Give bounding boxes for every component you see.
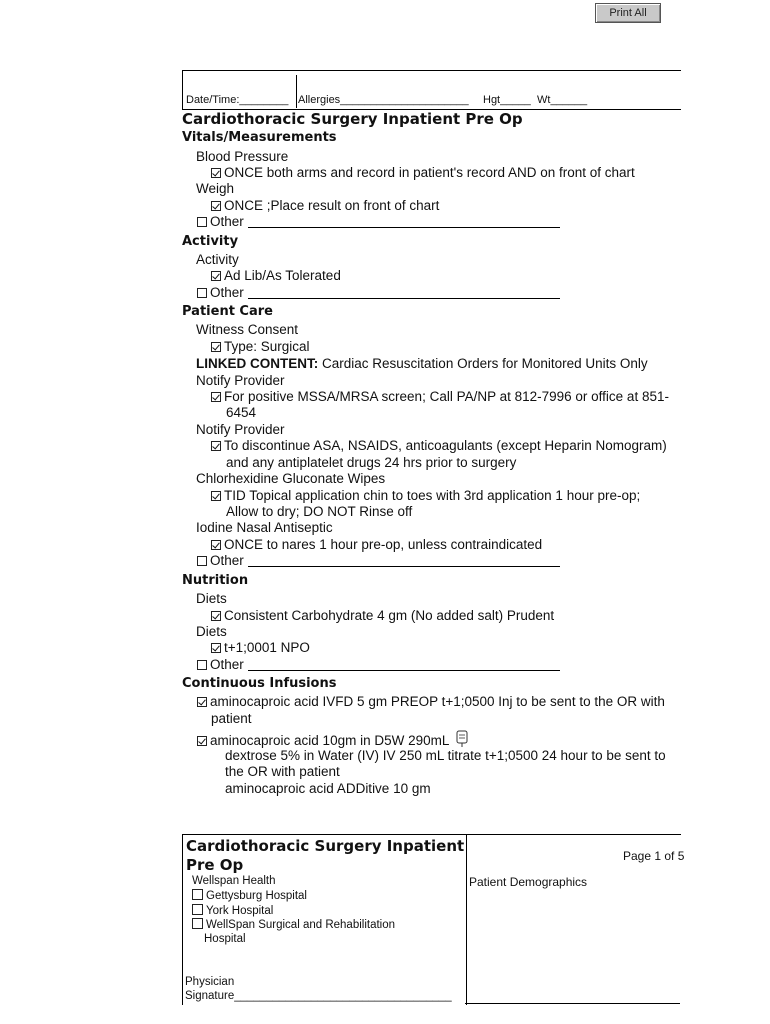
hospital-option: Gettysburg Hospital — [192, 889, 307, 902]
physician-label: Physician — [185, 976, 235, 988]
linked-content: LINKED CONTENT: Cardiac Resuscitation Orders for Monitored Units Only — [196, 356, 648, 371]
hospital-option: WellSpan Surgical and Rehabilitation — [192, 918, 395, 931]
section-heading-vitals: Vitals/Measurements — [182, 130, 337, 145]
footer-title: Cardiothoracic Surgery Inpatient Pre Op — [186, 837, 465, 874]
section-heading-continuous-infusions: Continuous Infusions — [182, 676, 337, 691]
order-item: ONCE both arms and record in patient's record AND on front of chart — [211, 165, 635, 181]
organization-name: Wellspan Health — [192, 875, 276, 887]
blank-line — [248, 215, 560, 228]
order-label: Diets — [196, 591, 227, 606]
order-item: t+1;0001 NPO — [211, 640, 310, 656]
order-item: To discontinue ASA, NSAIDS, anticoagulants (except Heparin Nomogram) — [211, 438, 667, 454]
checkbox-icon[interactable] — [197, 288, 207, 298]
order-item-continued: and any antiplatelet drugs 24 hrs prior to surgery — [226, 455, 517, 470]
footer-bottom-border — [465, 1003, 680, 1004]
page-number: Page 1 of 5 — [623, 849, 685, 863]
checkbox-checked-icon[interactable] — [211, 441, 221, 451]
iv-bag-icon — [455, 730, 469, 748]
checkbox-checked-icon[interactable] — [211, 491, 221, 501]
footer-box — [182, 834, 685, 1005]
order-label: Weigh — [196, 181, 235, 196]
order-item: Type: Surgical — [211, 339, 310, 355]
order-label: Iodine Nasal Antiseptic — [196, 520, 333, 535]
header-divider — [296, 75, 297, 108]
other-order: Other — [197, 214, 560, 230]
checkbox-icon[interactable] — [197, 660, 207, 670]
other-order: Other — [197, 657, 560, 673]
order-item: Consistent Carbohydrate 4 gm (No added salt) Prudent — [211, 608, 554, 624]
checkbox-checked-icon[interactable] — [211, 611, 221, 621]
checkbox-icon[interactable] — [192, 918, 203, 929]
order-item-continued: 6454 — [226, 405, 257, 420]
section-heading-activity: Activity — [182, 234, 239, 249]
order-item: ONCE to nares 1 hour pre-op, unless contraindicated — [211, 537, 542, 553]
checkbox-checked-icon[interactable] — [211, 392, 221, 402]
checkbox-checked-icon[interactable] — [211, 271, 221, 281]
order-label: Chlorhexidine Gluconate Wipes — [196, 471, 386, 486]
order-item-continued: Allow to dry; DO NOT Rinse off — [226, 504, 413, 519]
infusion-component: dextrose 5% in Water (IV) IV 250 mL titrate t+1;0500 24 hour to be sent to — [225, 748, 666, 763]
patient-header-box — [182, 70, 681, 110]
patient-demographics-label: Patient Demographics — [469, 875, 588, 889]
order-label: Diets — [196, 624, 227, 639]
checkbox-checked-icon[interactable] — [197, 697, 207, 707]
signature-line[interactable]: Signature__________________________________ — [185, 990, 452, 1002]
checkbox-icon[interactable] — [197, 217, 207, 227]
checkbox-icon[interactable] — [197, 556, 207, 566]
section-heading-nutrition: Nutrition — [182, 573, 249, 588]
order-item: For positive MSSA/MRSA screen; Call PA/NP at 812-7996 or office at 851- — [211, 389, 669, 405]
blank-line — [248, 658, 560, 671]
document-title: Cardiothoracic Surgery Inpatient Pre Op — [182, 110, 523, 128]
blank-line — [248, 554, 560, 567]
checkbox-checked-icon[interactable] — [211, 540, 221, 550]
allergies-field: Allergies_____________________ — [298, 94, 469, 106]
weight-field: Wt______ — [537, 94, 588, 106]
infusion-order: aminocaproic acid 10gm in D5W 290mL — [197, 730, 469, 749]
order-label: Witness Consent — [196, 322, 299, 337]
order-item: ONCE ;Place result on front of chart — [211, 198, 439, 214]
footer-divider — [466, 835, 467, 1005]
infusion-component: the OR with patient — [225, 764, 340, 779]
order-label: Notify Provider — [196, 422, 285, 437]
order-item: Ad Lib/As Tolerated — [211, 268, 341, 284]
other-order: Other — [197, 553, 560, 569]
section-heading-patient-care: Patient Care — [182, 304, 273, 319]
order-label: Activity — [196, 252, 239, 267]
checkbox-icon[interactable] — [192, 889, 203, 900]
date-time-field: Date/Time:________ — [186, 94, 289, 106]
checkbox-checked-icon[interactable] — [197, 736, 207, 746]
hospital-option-continued: Hospital — [204, 933, 246, 945]
hospital-option: York Hospital — [192, 904, 273, 917]
checkbox-checked-icon[interactable] — [211, 168, 221, 178]
infusion-component: aminocaproic acid ADDitive 10 gm — [225, 781, 431, 796]
height-field: Hgt_____ — [483, 94, 531, 106]
checkbox-checked-icon[interactable] — [211, 201, 221, 211]
print-all-button[interactable]: Print All — [595, 3, 661, 23]
order-item: TID Topical application chin to toes with 3rd application 1 hour pre-op; — [211, 488, 640, 504]
checkbox-checked-icon[interactable] — [211, 342, 221, 352]
infusion-order-continued: patient — [211, 711, 252, 726]
order-label: Blood Pressure — [196, 149, 289, 164]
infusion-order: aminocaproic acid IVFD 5 gm PREOP t+1;0500 Inj to be sent to the OR with — [197, 694, 665, 710]
checkbox-icon[interactable] — [192, 904, 203, 915]
checkbox-checked-icon[interactable] — [211, 643, 221, 653]
other-order: Other — [197, 285, 560, 301]
order-label: Notify Provider — [196, 373, 285, 388]
blank-line — [248, 286, 560, 299]
